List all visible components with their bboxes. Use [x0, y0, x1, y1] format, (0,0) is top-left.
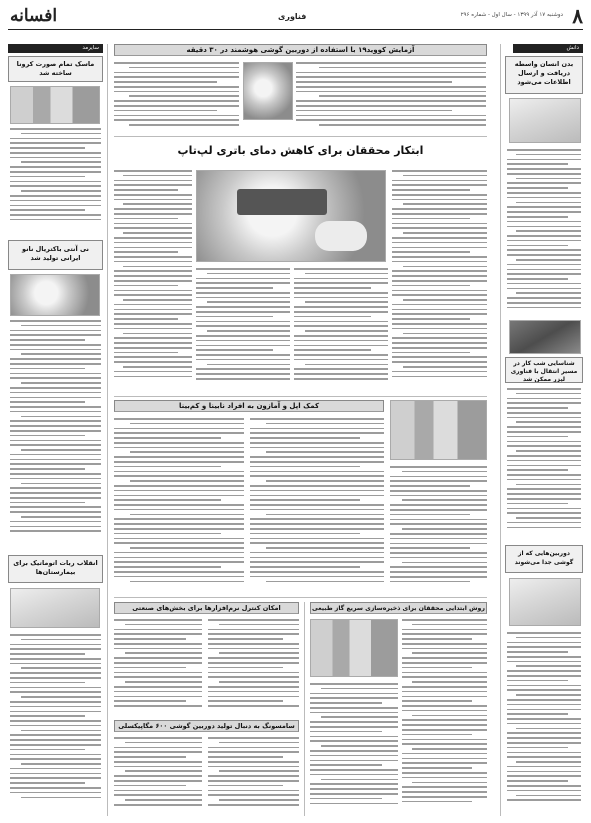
revolution-text: [10, 634, 101, 814]
apple-amazon-text-mid: [250, 418, 384, 592]
laptop-battery-text-col2: [294, 268, 388, 390]
laptop-battery-divider: [114, 396, 487, 397]
apple-amazon-text-left: [114, 418, 244, 592]
newspaper-logo: افسانه: [10, 6, 58, 26]
ear-tattoo-text: [507, 388, 581, 538]
apple-amazon-photo: [390, 400, 487, 460]
natural-gas-text-right: [402, 619, 487, 815]
industrial-software-headline-box: [114, 602, 299, 614]
samsung-camera-text-right: [208, 737, 299, 815]
laptop-battery-text-col1: [392, 170, 487, 390]
covid-test-divider: [114, 136, 487, 137]
laptop-battery-text-col4: [114, 170, 192, 390]
page-number: ۸: [572, 4, 583, 28]
covid-test-headline: آزمایش کووید۱۹ با استفاده از دوربین گوشی هوشمند در ۳۰ دقیقه: [186, 46, 415, 54]
bottom-center-divider: [304, 602, 305, 816]
mask-headline-box: [8, 56, 103, 82]
laptop-battery-headline-box: [114, 140, 487, 164]
nanosilver-headline: نی آنتی باکتریال نانو ایرانی تولید شد: [22, 245, 89, 262]
revolution-headline-box: [8, 555, 103, 583]
apple-amazon-headline: کمک اپل و آمازون به افراد نابینا و کم‌بینا: [178, 402, 320, 410]
laptop-battery-text-col3: [196, 268, 290, 390]
right-column-label: دانش: [513, 44, 583, 53]
ear-tattoo-headline: شناسایی شب کار در مسیر انتقال با فناوری لیزر ممکن شد: [510, 360, 578, 383]
body-sense-photo: [509, 98, 581, 143]
natural-gas-lab-photo: [310, 619, 398, 677]
nanosilver-headline-box: [8, 240, 103, 270]
natural-gas-text-left: [310, 683, 398, 815]
samsung-camera-headline: سامسونگ به دنبال تولید دوربین گوشی ۶۰۰ مگاپیکسلی: [118, 722, 295, 730]
samsung-camera-text-left: [114, 737, 202, 815]
revolution-photo: [10, 588, 100, 628]
mask-headline: ماسک تمام صورت کرونا ساخته شد: [16, 60, 95, 77]
nanosilver-text: [10, 320, 101, 548]
nanosilver-photo: [10, 274, 100, 316]
right-column-divider: [500, 44, 501, 816]
phone-cameras-headline-box: [505, 545, 583, 573]
laptop-battery-headline: ابتکار محققان برای کاهش دمای باتری لپ‌تاپ: [177, 144, 424, 157]
covid-test-device-photo: [243, 62, 293, 120]
phone-cameras-text: [507, 632, 581, 814]
covid-test-text-right: [296, 62, 486, 132]
gloved-hand-shape: [315, 221, 367, 251]
revolution-headline: انقلاب ربات‌ اتوماتیک برای بیمارستان‌ها: [13, 559, 98, 576]
apple-amazon-text-right: [390, 466, 487, 592]
natural-gas-headline-box: [310, 602, 487, 614]
covid-test-text-left: [114, 62, 239, 132]
mask-photo: [10, 86, 100, 124]
phone-cameras-photo: [509, 578, 581, 626]
phone-cameras-headline: دوربین‌هایی که از گوشی جدا می‌شوند: [514, 550, 574, 566]
mask-text: [10, 128, 101, 228]
issue-date: دوشنبه ۱۷ آذر ۱۳۹۹ - سال اول - شماره ۲۹۶: [460, 12, 563, 18]
body-sense-headline-box: [505, 56, 583, 94]
industrial-software-headline: امکان کنترل نرم‌افزارها برای بخش‌های صنعتی: [132, 604, 281, 612]
apple-amazon-divider: [114, 597, 487, 598]
covid-test-headline-box: [114, 44, 487, 56]
page-header: [8, 4, 583, 30]
section-title: فناوری: [278, 12, 307, 21]
body-sense-headline: بدن انسان واسطه دریافت و ارسال اطلاعات می‌شود: [514, 60, 574, 86]
samsung-camera-headline-box: [114, 720, 299, 732]
industrial-software-text-left: [114, 619, 202, 715]
laptop-battery-photo: [196, 170, 386, 262]
left-column-label: سایرمد: [8, 44, 103, 53]
industrial-software-text-right: [208, 619, 299, 715]
natural-gas-headline: روش ابتدایی محققان برای ذخیره‌سازی سریع گاز طبیعی: [312, 605, 485, 612]
left-column-divider: [107, 44, 108, 816]
ear-tattoo-headline-box: [505, 357, 583, 383]
ear-tattoo-photo: [509, 320, 581, 354]
apple-amazon-headline-box: [114, 400, 384, 412]
battery-pack-shape: [237, 189, 327, 215]
body-sense-text: [507, 149, 581, 317]
